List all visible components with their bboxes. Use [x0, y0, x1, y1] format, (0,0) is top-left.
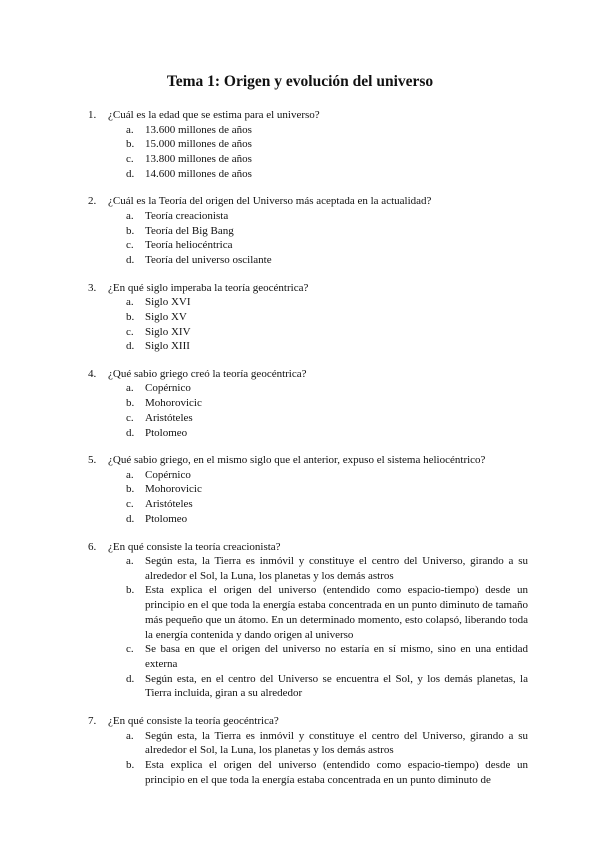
option-letter: a. [126, 382, 134, 395]
option-text: Teoría heliocéntrica [145, 239, 233, 252]
option-text: Ptolomeo [145, 426, 188, 439]
answer-option [126, 411, 528, 426]
option-letter: c. [126, 643, 134, 656]
option-letter: a. [126, 296, 134, 309]
option-letter: a. [126, 123, 134, 136]
option-letter: b. [126, 397, 135, 410]
question-text: ¿En qué consiste la teoría creacionista? [108, 540, 281, 553]
question-number: 6. [88, 540, 97, 553]
option-text: Esta explica el origen del universo (entendido como espacio-tiempo) desde un principio en el que toda la energía estaba concentrada en un punto diminuto de tamaño más pequeño que un átomo. En un determinado momento, esto colapsó, liberando toda la energía contenida y dando origen al universo [145, 584, 528, 641]
option-letter: b. [126, 759, 135, 771]
option-letter: a. [126, 729, 134, 742]
option-text: 14.600 millones de años [145, 167, 252, 180]
question-line [88, 108, 528, 123]
option-letter: c. [126, 498, 134, 511]
option-text: Siglo XIII [145, 340, 190, 353]
answer-option [126, 152, 528, 167]
option-letter: b. [126, 138, 135, 151]
option-letter: b. [126, 584, 135, 597]
option-letter: d. [126, 253, 135, 266]
answer-option [126, 482, 528, 497]
question-text: ¿Qué sabio griego creó la teoría geocéntrica? [108, 367, 307, 380]
option-letter: d. [126, 672, 135, 685]
answer-option [126, 554, 528, 583]
question-text: ¿En qué consiste la teoría geocéntrica? [108, 715, 279, 728]
option-letter: d. [126, 340, 135, 353]
question-line [88, 453, 528, 468]
question-item [88, 367, 528, 440]
question-number: 2. [88, 195, 97, 208]
question-list [88, 108, 528, 800]
question-text: ¿Qué sabio griego, en el mismo siglo que el anterior, expuso el sistema heliocéntrico? [108, 454, 486, 467]
answer-option [126, 339, 528, 354]
option-text: Teoría del Big Bang [145, 224, 234, 237]
option-letter: b. [126, 310, 135, 323]
question-number: 5. [88, 454, 97, 467]
option-text: Se basa en que el origen del universo no estaría en sí mismo, sino en una entidad externa [145, 643, 528, 670]
answer-option [126, 137, 528, 152]
answer-option [126, 325, 528, 340]
option-text: Mohorovicic [145, 397, 202, 410]
option-text: 13.800 millones de años [145, 152, 252, 165]
option-letter: c. [126, 411, 134, 424]
answer-option [126, 381, 528, 396]
option-text: 13.600 millones de años [145, 123, 252, 136]
answer-option [126, 167, 528, 182]
answer-option [126, 238, 528, 253]
question-number: 7. [88, 715, 97, 728]
option-text: Según esta, la Tierra es inmóvil y constituye el centro del Universo, girando a su alrededor el Sol, la Luna, los planetas y los demás astros [145, 555, 528, 582]
answer-option [126, 253, 528, 268]
answer-option [126, 209, 528, 224]
question-line [88, 714, 528, 729]
answer-option [126, 512, 528, 527]
option-text: Según esta, en el centro del Universo se encuentra el Sol, y los demás planetas, la Tierra incluida, giran a su alrededor [145, 672, 528, 700]
page-title: Tema 1: Origen y evolución del universo [166, 73, 434, 90]
option-text: Copérnico [145, 382, 191, 395]
option-letter: a. [126, 555, 134, 568]
question-item [88, 714, 528, 787]
question-number: 1. [88, 109, 97, 121]
option-letter: a. [126, 209, 134, 222]
option-text: Según esta, la Tierra es inmóvil y constituye el centro del Universo, girando a su alrededor el Sol, la Luna, los planetas y los demás astros [145, 729, 528, 757]
option-text: Mohorovicic [145, 483, 202, 496]
question-item [88, 453, 528, 526]
answer-option [126, 583, 528, 642]
answer-option [126, 426, 528, 441]
option-text: Siglo XIV [145, 325, 191, 338]
question-text: ¿En qué siglo imperaba la teoría geocéntrica? [108, 281, 309, 294]
option-text: Esta explica el origen del universo (entendido como espacio-tiempo) desde un principio en el que toda la energía estaba concentrada en un punto diminuto de [145, 759, 528, 786]
answer-option [126, 729, 528, 758]
answer-option [126, 295, 528, 310]
answer-option [126, 672, 528, 701]
question-number: 3. [88, 281, 97, 294]
option-text: Copérnico [145, 468, 191, 481]
answer-option [126, 758, 528, 787]
option-letter: c. [126, 239, 134, 252]
option-letter: c. [126, 325, 134, 338]
option-letter: d. [126, 512, 135, 525]
question-text: ¿Cuál es la edad que se estima para el universo? [108, 109, 320, 121]
question-number: 4. [88, 367, 97, 380]
question-line [88, 281, 528, 296]
option-text: Aristóteles [145, 411, 193, 424]
option-text: Siglo XVI [145, 296, 191, 309]
option-text: Teoría creacionista [145, 209, 229, 222]
option-letter: a. [126, 468, 134, 481]
option-letter: b. [126, 483, 135, 496]
option-letter: c. [126, 152, 134, 165]
answer-option [126, 642, 528, 671]
answer-option [126, 497, 528, 512]
question-line [88, 367, 528, 382]
option-letter: b. [126, 224, 135, 237]
question-item [88, 281, 528, 354]
question-text: ¿Cuál es la Teoría del origen del Universo más aceptada en la actualidad? [108, 195, 432, 208]
answer-option [126, 123, 528, 138]
option-text: Siglo XV [145, 310, 187, 323]
answer-option [126, 468, 528, 483]
option-text: 15.000 millones de años [145, 138, 252, 151]
question-line [88, 194, 528, 209]
question-item [88, 194, 528, 267]
question-item [88, 540, 528, 702]
option-text: Teoría del universo oscilante [145, 253, 272, 266]
question-line [88, 540, 528, 555]
option-letter: d. [126, 167, 135, 180]
option-text: Ptolomeo [145, 512, 188, 525]
option-letter: d. [126, 426, 135, 439]
answer-option [126, 310, 528, 325]
answer-option [126, 224, 528, 239]
answer-option [126, 396, 528, 411]
question-item [88, 108, 528, 181]
option-text: Aristóteles [145, 498, 193, 511]
